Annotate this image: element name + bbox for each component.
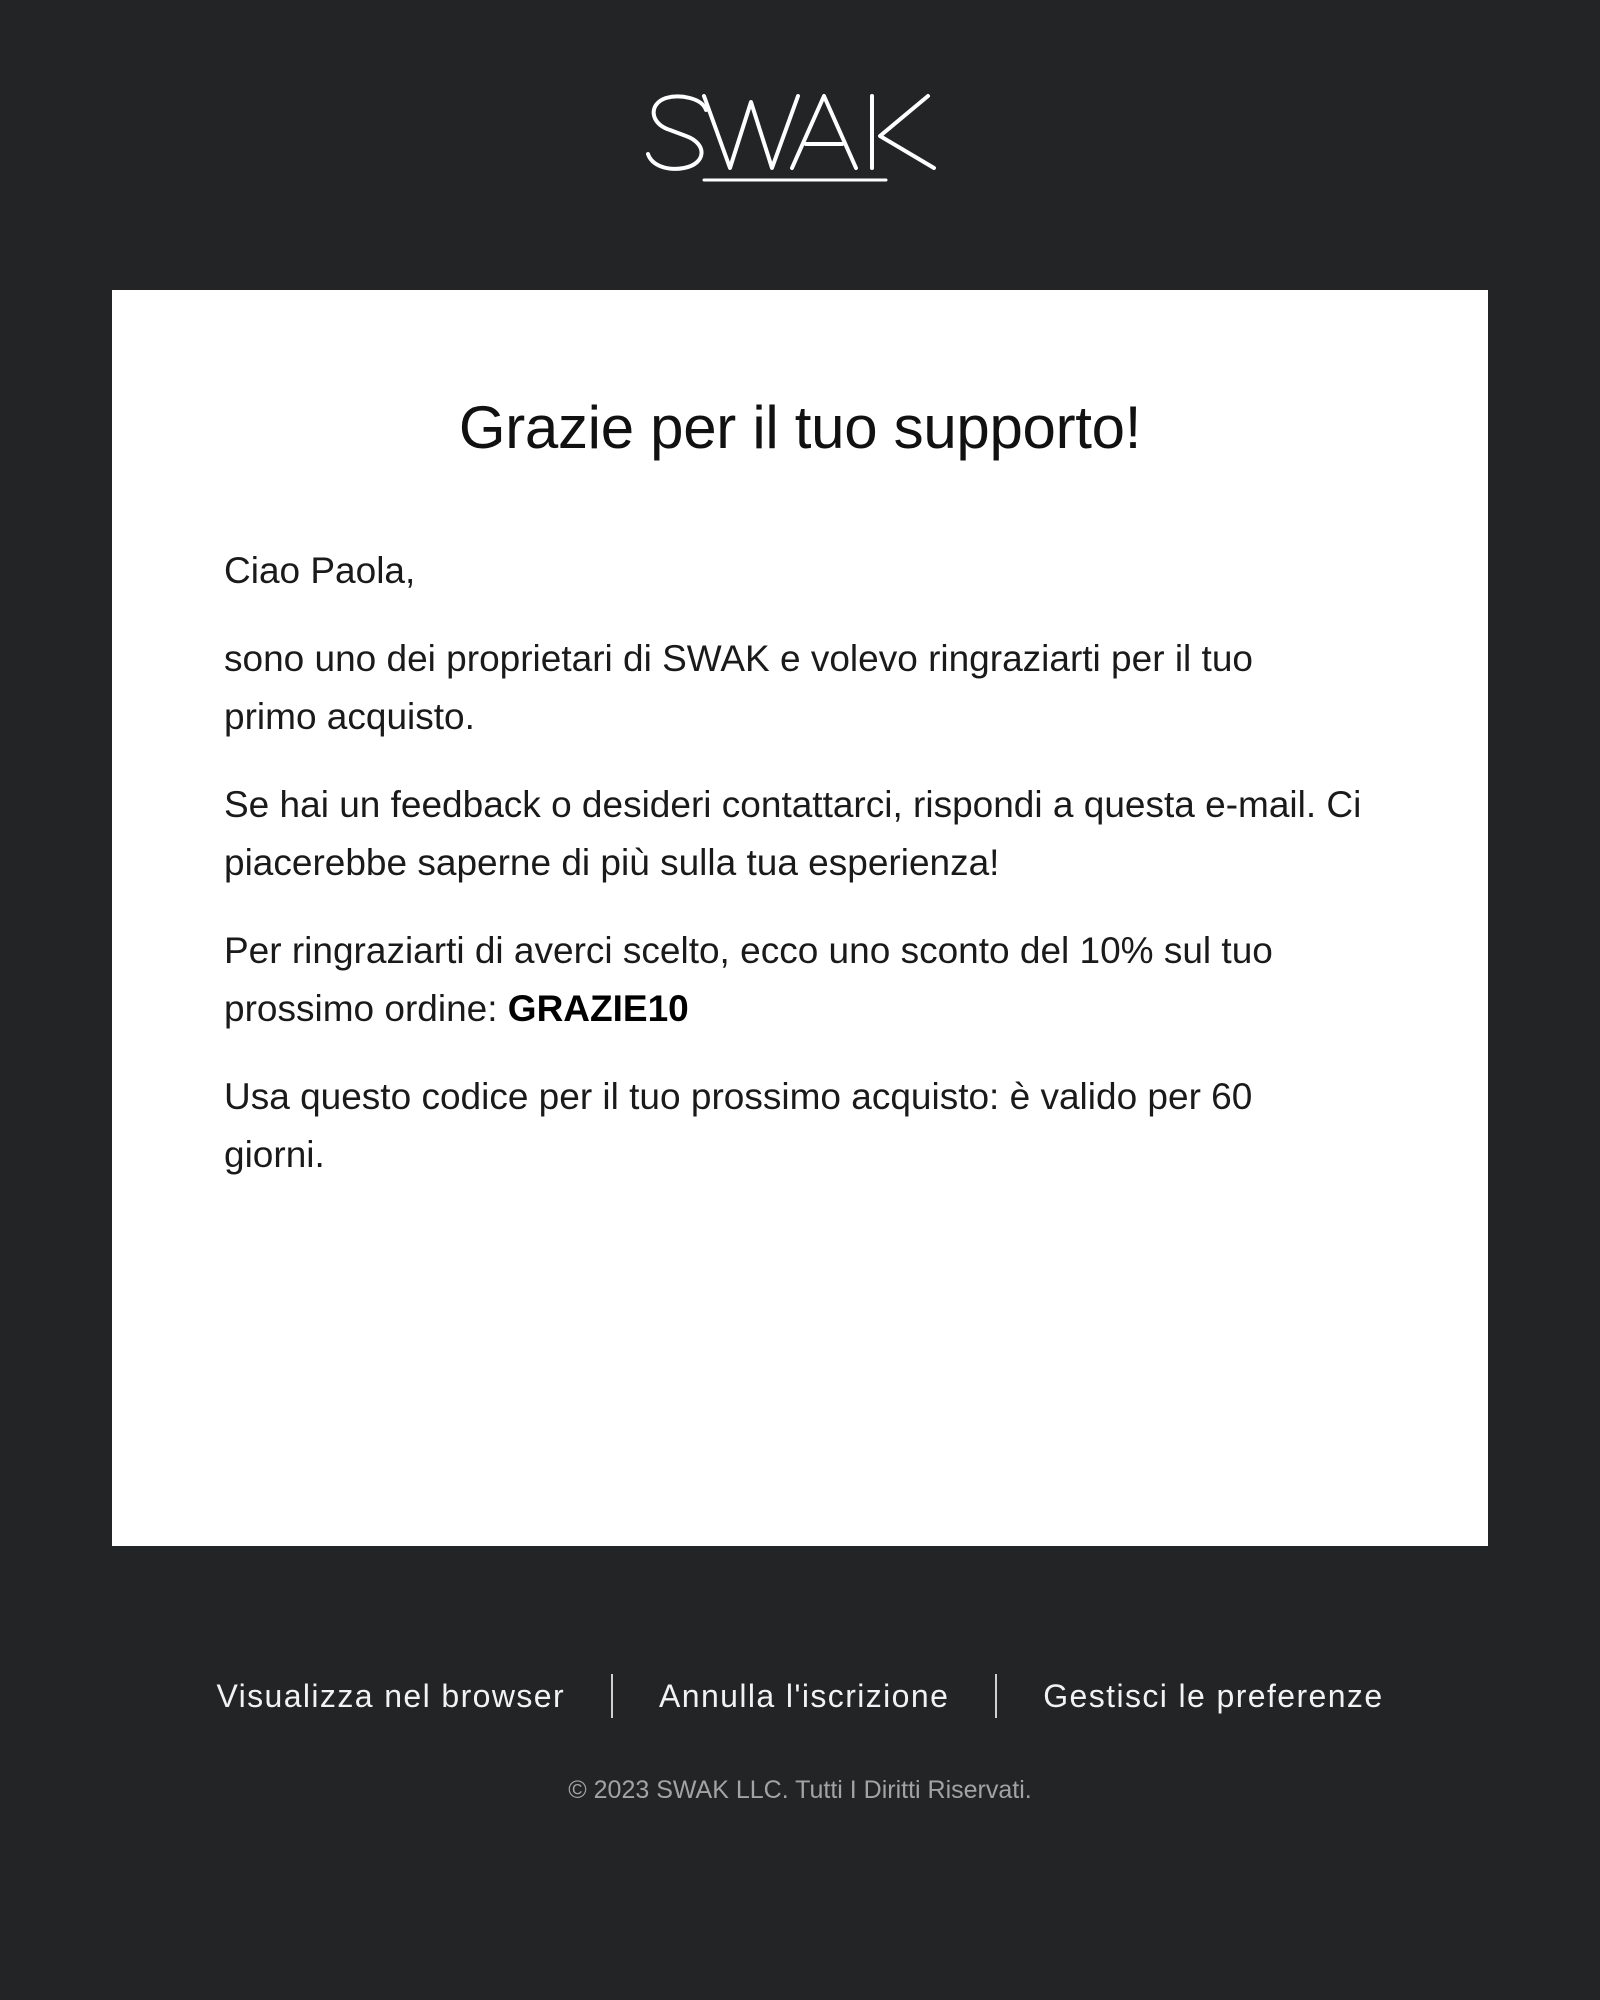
view-in-browser-link[interactable]: Visualizza nel browser: [216, 1678, 566, 1714]
copyright-text: © 2023 SWAK LLC. Tutti I Diritti Riservati.: [568, 1776, 1032, 1804]
brand-logo: [0, 88, 1600, 188]
paragraph-feedback: Se hai un feedback o desideri contattarci, rispondi a questa e-mail. Ci piacerebbe saperne di più sulla tua esperienza!: [224, 784, 1362, 883]
unsubscribe-link[interactable]: Annulla l'iscrizione: [659, 1678, 950, 1714]
swak-logo-icon: [640, 88, 960, 188]
paragraph-validity: Usa questo codice per il tuo prossimo acquisto: è valido per 60 giorni.: [224, 1076, 1253, 1175]
footer-links: [0, 1672, 1600, 1720]
footer-divider: [995, 1674, 997, 1718]
discount-code: GRAZIE10: [507, 988, 689, 1029]
paragraph-discount: [224, 922, 1284, 1038]
discount-text: Per ringraziarti di averci scelto, ecco uno sconto del 10% sul tuo prossimo ordine:: [224, 930, 1273, 1029]
email-card: [112, 290, 1488, 1546]
footer-divider: [611, 1674, 613, 1718]
paragraph-thanks: sono uno dei proprietari di SWAK e volevo ringraziarti per il tuo primo acquisto.: [224, 638, 1253, 737]
email-title: Grazie per il tuo supporto!: [458, 394, 1142, 461]
manage-preferences-link[interactable]: Gestisci le preferenze: [1043, 1678, 1384, 1714]
greeting: Ciao Paola,: [224, 550, 416, 591]
